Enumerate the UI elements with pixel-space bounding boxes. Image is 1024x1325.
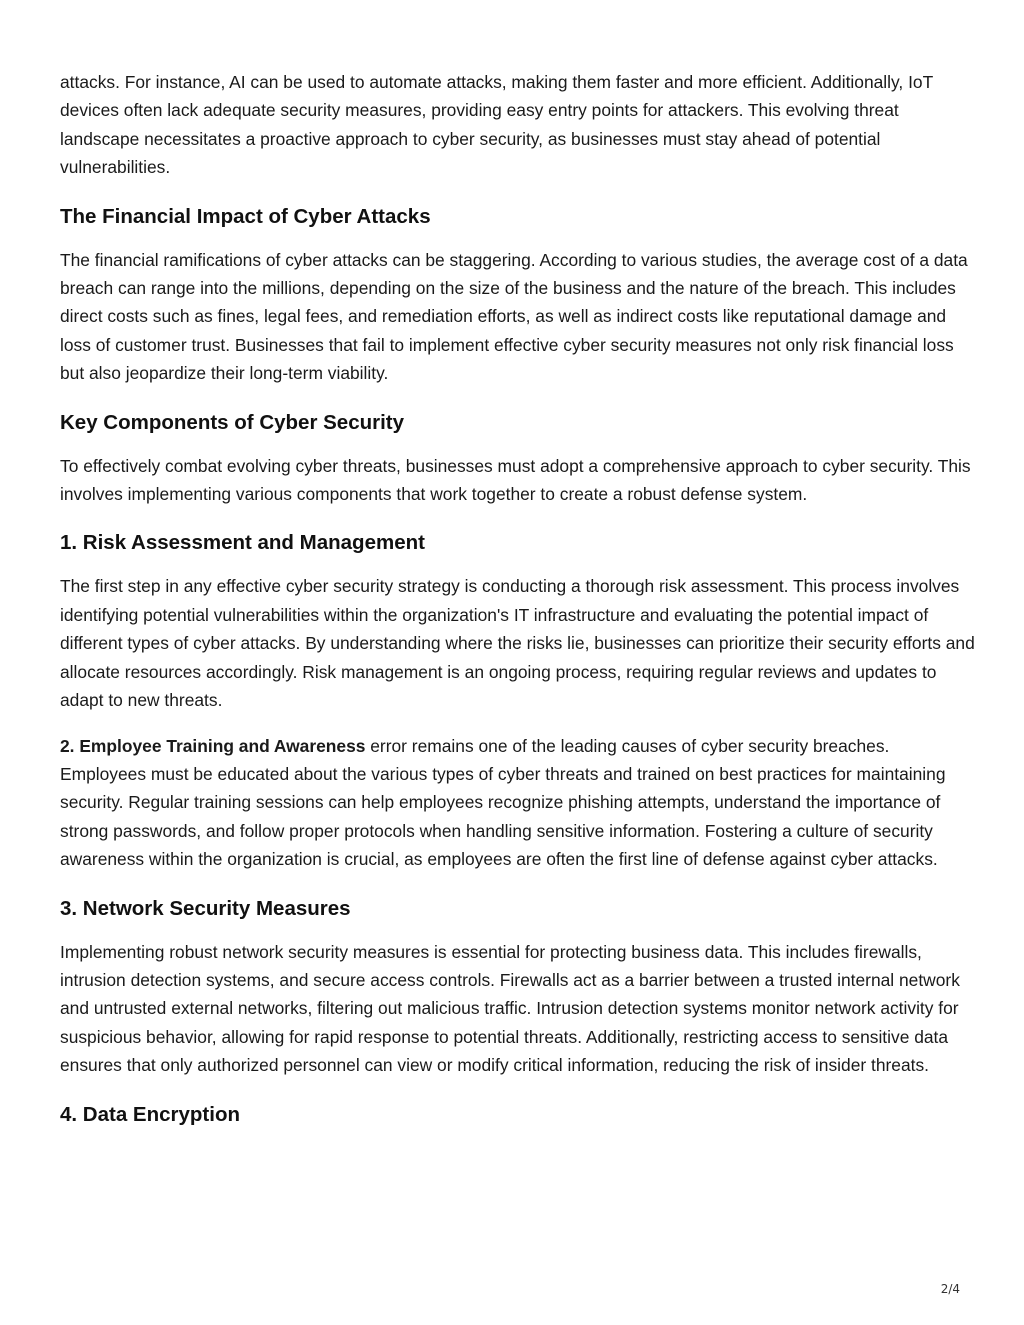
paragraph-network-security: Implementing robust network security measures is essential for protecting business data. This includes firewalls, intrusion detection systems, and secure access controls. Firewalls act as a barrier between a trusted internal network and untrusted external networks, filtering out malicious traffic. Intrusion detection systems monitor network activity for suspicious behavior, allowing for rapid response to potential threats. Additionally, restricting access to sensitive data ensures that only authorized personnel can view or modify critical information, reducing the risk of insider threats. <box>60 941 960 1076</box>
paragraph-key-components: To effectively combat evolving cyber threats, businesses must adopt a comprehensive approach to cyber security. This involves implementing various components that work together to create a robust defense system. <box>60 455 971 505</box>
heading-network-security: 3. Network Security Measures <box>60 896 351 920</box>
paragraph-financial-impact: The financial ramifications of cyber attacks can be staggering. According to various studies, the average cost of a data breach can range into the millions, depending on the size of the business and the nature of the breach. This includes direct costs such as fines, legal fees, and remediation efforts, as well as indirect costs like reputational damage and loss of customer trust. Businesses that fail to implement effective cyber security measures not only risk financial loss but also jeopardize their long-term viability. <box>60 249 968 384</box>
paragraph-employee-training <box>60 732 975 874</box>
employee-training-text: error remains one of the leading causes of cyber security breaches. Employees must be educated about the various types of cyber threats and trained on best practices for maintaining security. Regular training sessions can help employees recognize phishing attempts, understand the importance of strong passwords, and follow proper protocols when handling sensitive information. Fostering a culture of security awareness within the organization is crucial, as employees are often the first line of defense against cyber attacks. <box>60 735 946 870</box>
paragraph-intro: attacks. For instance, AI can be used to automate attacks, making them faster and more efficient. Additionally, IoT devices often lack adequate security measures, providing easy entry points for attackers. This evolving threat landscape necessitates a proactive approach to cyber security, as businesses must stay ahead of potential vulnerabilities. <box>60 72 933 178</box>
heading-financial-impact: The Financial Impact of Cyber Attacks <box>60 204 431 228</box>
heading-key-components: Key Components of Cyber Security <box>60 410 405 434</box>
document-page <box>60 68 975 1144</box>
page-number: 2/4 <box>940 1282 960 1296</box>
heading-data-encryption: 4. Data Encryption <box>60 1102 240 1126</box>
heading-risk-assessment: 1. Risk Assessment and Management <box>60 531 425 555</box>
employee-training-lead: 2. Employee Training and Awareness <box>60 735 366 756</box>
paragraph-risk-assessment: The first step in any effective cyber security strategy is conducting a thorough risk assessment. This process involves identifying potential vulnerabilities within the organization's IT infrastructure and evaluating the potential impact of different types of cyber attacks. By understanding where the risks lie, businesses can prioritize their security efforts and allocate resources accordingly. Risk management is an ongoing process, requiring regular reviews and updates to adapt to new threats. <box>60 576 975 711</box>
